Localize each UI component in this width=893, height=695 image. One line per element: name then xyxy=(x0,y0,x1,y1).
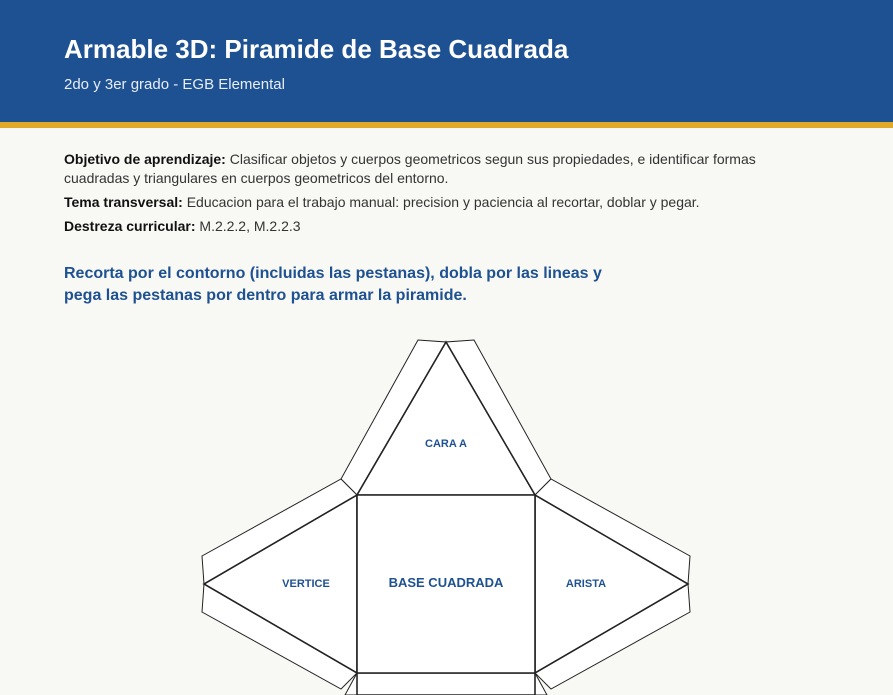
objetivo-text: Clasificar objetos y cuerpos geometricos segun sus propiedades, e identificar formas cuadradas y triangulares en cuerpos geometricos del entorno. xyxy=(64,151,756,186)
face-bottom xyxy=(357,673,535,695)
destreza-text: M.2.2.2, M.2.2.3 xyxy=(199,218,301,234)
instructions-text: Recorta por el contorno (incluidas las pestanas), dobla por las lineas y pega las pestanas por dentro para armar la piramide. xyxy=(64,265,602,304)
page-title: Armable 3D: Piramide de Base Cuadrada xyxy=(64,34,569,64)
destreza-label: Destreza curricular: xyxy=(64,218,196,234)
right-face-label: ARISTA xyxy=(565,578,607,590)
left-face-label: VERTICE xyxy=(282,578,330,590)
page-subtitle: 2do y 3er grado - EGB Elemental xyxy=(64,76,285,93)
objetivo-label: Objetivo de aprendizaje: xyxy=(64,151,226,167)
tema-label: Tema transversal: xyxy=(64,194,183,210)
base-label: BASE CUADRADA xyxy=(388,575,504,590)
tema-text: Educacion para el trabajo manual: precision y paciencia al recortar, doblar y pegar. xyxy=(186,194,700,210)
top-face-label: CARA A xyxy=(425,438,467,450)
